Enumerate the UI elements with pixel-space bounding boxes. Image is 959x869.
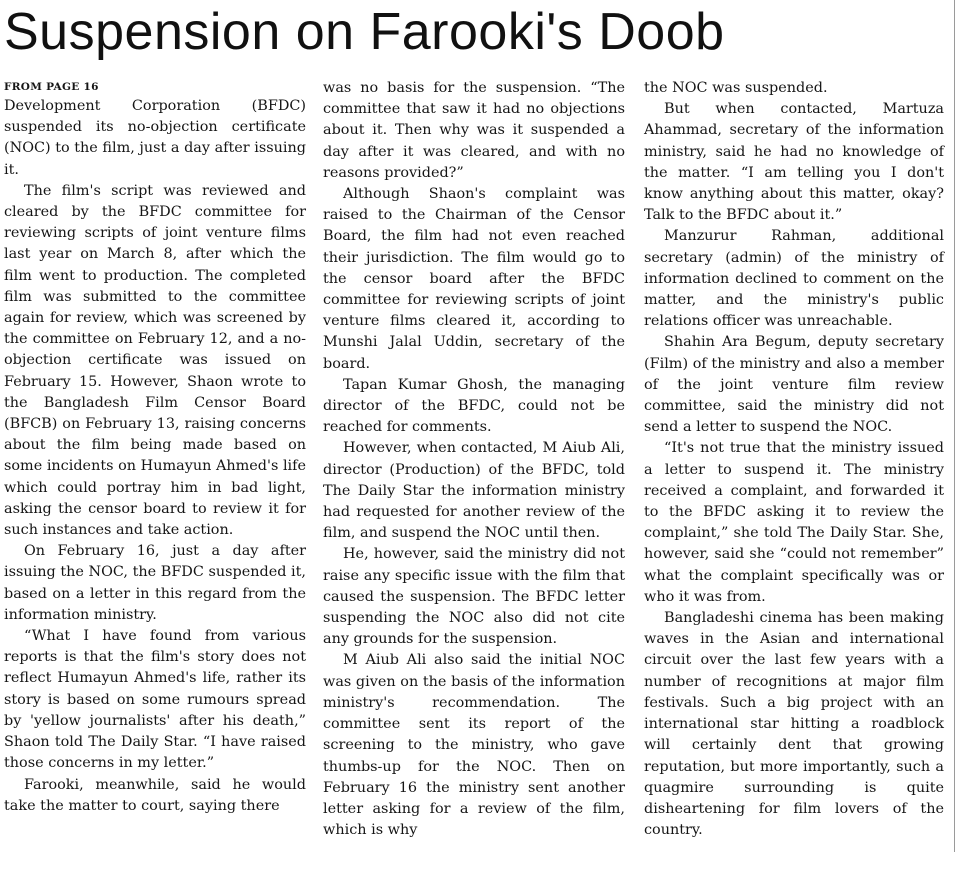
paragraph: He, however, said the ministry did not raise any specific issue with the film that caused the suspension. The BFDC letter suspending the NOC also did not cite any grounds for the suspension. (323, 546, 625, 648)
headline: Suspension on Farooki's Doob (4, 3, 725, 61)
paragraph: the NOC was suspended. (644, 80, 828, 96)
paragraph: Although Shaon's complaint was raised to the Chairman of the Censor Board, the film had not even reached their jurisdiction. The film would go to the censor board after the BFDC committee for reviewing scripts of joint venture films cleared it, according to Munshi Jalal Uddin, secretary of the board. (323, 186, 625, 372)
paragraph: “What I have found from various reports is that the film's story does not reflect Humayun Ahmed's life, rather its story is based on some rumours spread by 'yellow journalists' after his death,” Shaon told The Daily Star. “I have raised those concerns in my letter.” (4, 628, 306, 772)
column-border (954, 0, 955, 852)
paragraph: was no basis for the suspension. “The committee that saw it had no objections about it. Then why was it suspended a day after it was cleared, and with no reasons provided?” (323, 80, 625, 181)
paragraph: Bangladeshi cinema has been making waves in the Asian and international circuit over the last few years with a number of recognitions at major film festivals. Such a big project with an international star hitting a roadblock will certainly dent that growing reputation, but more importantly, such a quagmire surrounding is quite disheartening for film lovers of the country. (644, 610, 944, 839)
paragraph: However, when contacted, M Aiub Ali, director (Production) of the BFDC, told The Daily Star the information ministry had requested for another review of the film, and suspend the NOC until then. (323, 440, 625, 542)
paragraph: Tapan Kumar Ghosh, the managing director of the BFDC, could not be reached for comments. (323, 376, 625, 436)
paragraph: Manzurur Rahman, additional secretary (admin) of the ministry of information declined to comment on the matter, and the ministry's public relations officer was unreachable. (644, 228, 944, 330)
paragraph: On February 16, just a day after issuing the NOC, the BFDC suspended it, based on a letter in this regard from the information ministry. (4, 543, 306, 623)
paragraph: Development Corporation (BFDC) suspended its no-objection certificate (NOC) to the film, just a day after issuing it. (4, 98, 306, 178)
continuation-label: FROM PAGE 16 (4, 81, 99, 93)
article-column-3 (644, 78, 944, 841)
article-column-2 (323, 78, 625, 841)
paragraph: M Aiub Ali also said the initial NOC was given on the basis of the information ministry's recommendation. The committee sent its report of the screening to the ministry, who gave thumbs-up for the NOC. Then on February 16 the ministry sent another letter asking for a review of the film, which is why (323, 652, 625, 839)
paragraph: “It's not true that the ministry issued a letter to suspend it. The ministry received a complaint, and forwarded it to the BFDC asking it to review the complaint,” she told The Daily Star. She, however, said she “could not remember” what the complaint specifically was or who it was from. (644, 440, 944, 605)
paragraph: Farooki, meanwhile, said he would take the matter to court, saying there (4, 776, 306, 814)
paragraph: Shahin Ara Begum, deputy secretary (Film) of the ministry and also a member of the joint venture film review committee, said the ministry did not send a letter to suspend the NOC. (644, 334, 944, 436)
paragraph: The film's script was reviewed and cleared by the BFDC committee for reviewing scripts of joint venture films last year on March 8, after which the film went to production. The completed film was submitted to the committee again for review, which was screened by the committee on February 12, and a no-objection certificate was issued on February 15. However, Shaon wrote to the Bangladesh Film Censor Board (BFCB) on February 13, raising concerns about the film being made based on some incidents on Humayun Ahmed's life which could portray him in bad light, asking the censor board to review it for such instances and take action. (4, 182, 306, 539)
paragraph: But when contacted, Martuza Ahammad, secretary of the information ministry, said he had no knowledge of the matter. “I am telling you I don't know anything about this matter, okay? Talk to the BFDC about it.” (644, 101, 944, 224)
article-column-1 (4, 78, 306, 817)
